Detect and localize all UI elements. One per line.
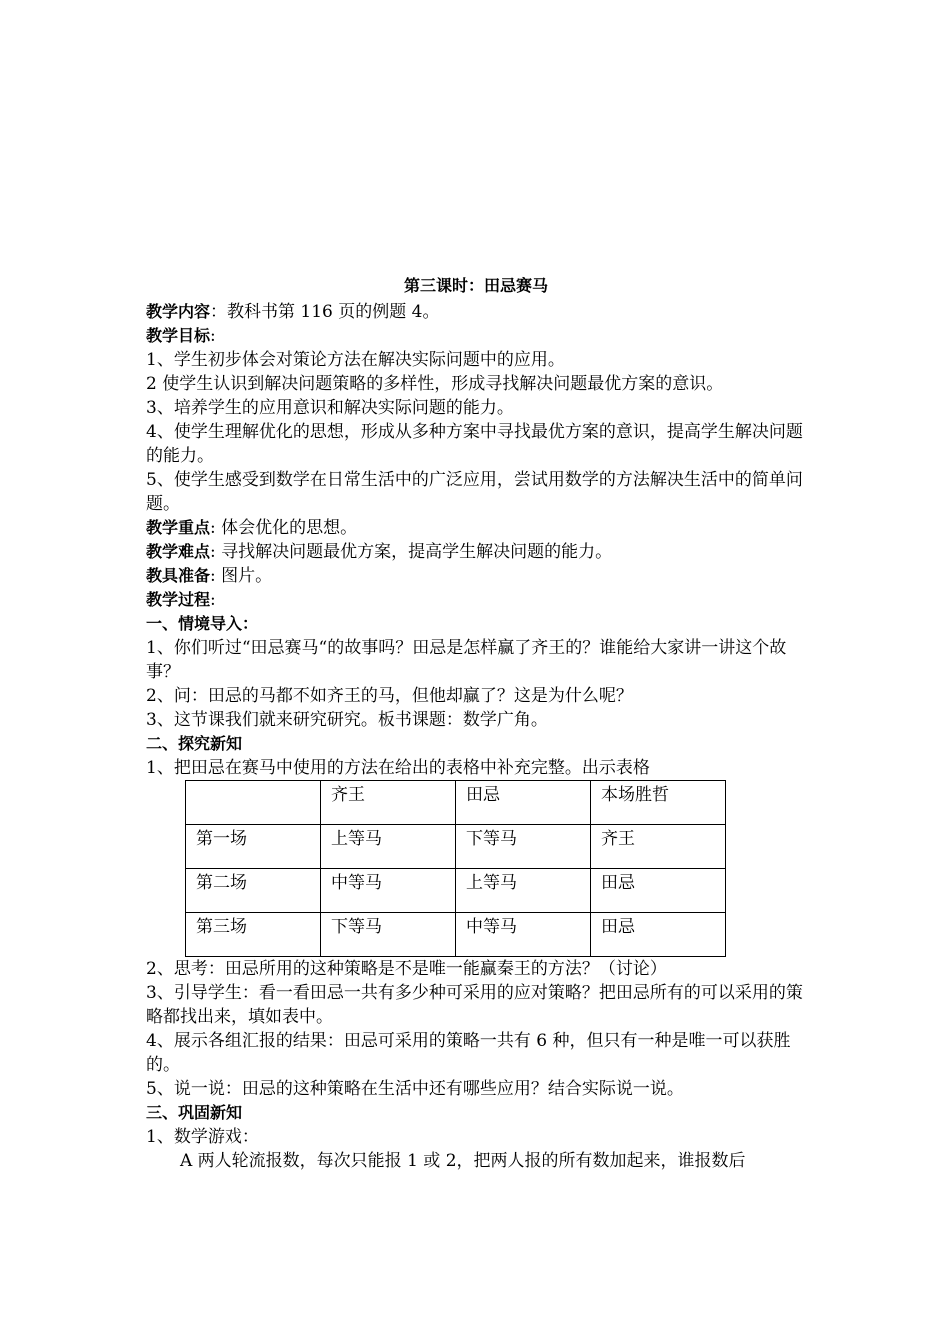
difficulty-text: 寻找解决问题最优方案，提高学生解决问题的能力。 (221, 542, 613, 562)
section3-item: 1、数学游戏： (146, 1127, 259, 1147)
section1-item: 1、你们听过“田忌赛马“的故事吗？田忌是怎样赢了齐王的？谁能给大家讲一讲这个故事？ (146, 638, 787, 682)
key-sep: : (210, 518, 222, 538)
tools-label: 教具准备 (146, 566, 211, 585)
content-line (146, 300, 806, 324)
section3-heading: 三、巩固新知 (146, 1103, 243, 1122)
goal-item: 4、使学生理解优化的思想，形成从多种方案中寻找最优方案的意识，提高学生解决问题的能力。 (146, 422, 803, 466)
difficulty-line (146, 540, 806, 564)
section2-item: 4、展示各组汇报的结果：田忌可采用的策略一共有 6 种，但只有一种是唯一可以获胜的。 (146, 1031, 791, 1075)
document-page (146, 270, 806, 1173)
table-cell: 下等马 (456, 825, 591, 869)
section2-intro: 1、把田忌在赛马中使用的方法在给出的表格中补充完整。出示表格 (146, 758, 650, 778)
process-label: 教学过程 (146, 590, 211, 609)
table-cell: 田忌 (591, 913, 726, 957)
goal-item: 1、学生初步体会对策论方法在解决实际问题中的应用。 (146, 350, 565, 370)
table-cell: 田忌 (591, 869, 726, 913)
table-header-cell (186, 781, 321, 825)
process-sep: : (210, 590, 216, 610)
goal-item: 3、培养学生的应用意识和解决实际问题的能力。 (146, 398, 514, 418)
horse-race-table (185, 780, 726, 957)
difficulty-sep: : (210, 542, 222, 562)
tools-text: 图片。 (221, 566, 273, 586)
table-cell: 上等马 (321, 825, 456, 869)
key-text: 体会优化的思想。 (221, 518, 358, 538)
process-line (146, 588, 806, 612)
section1-item: 3、这节课我们就来研究研究。板书课题：数学广角。 (146, 710, 548, 730)
goals-heading (146, 324, 806, 348)
table-header-row (186, 781, 726, 825)
goals-label: 教学目标 (146, 326, 211, 345)
content-text: 教科书第 116 页的例题 4。 (227, 302, 440, 322)
table-row (186, 825, 726, 869)
key-line (146, 516, 806, 540)
table-cell: 第三场 (186, 913, 321, 957)
difficulty-label: 教学难点 (146, 542, 211, 561)
table-cell: 上等马 (456, 869, 591, 913)
goal-item: 2 使学生认识到解决问题策略的多样性，形成寻找解决问题最优方案的意识。 (146, 374, 724, 394)
tools-line (146, 564, 806, 588)
table-cell: 中等马 (456, 913, 591, 957)
table-header-cell: 田忌 (456, 781, 591, 825)
content-label: 教学内容 (146, 302, 211, 321)
goals-sep: : (210, 326, 216, 346)
game-description: A 两人轮流报数，每次只能报 1 或 2，把两人报的所有数加起来，谁报数后 (180, 1151, 746, 1171)
table-row (186, 913, 726, 957)
table-cell: 第二场 (186, 869, 321, 913)
table-cell: 第一场 (186, 825, 321, 869)
section2-item: 5、说一说：田忌的这种策略在生活中还有哪些应用？结合实际说一说。 (146, 1079, 684, 1099)
section2-item: 3、引导学生：看一看田忌一共有多少种可采用的应对策略？把田忌所有的可以采用的策略都找出来，填如表中。 (146, 983, 803, 1027)
table-header-cell: 齐王 (321, 781, 456, 825)
section1-heading: 一、情境导入： (146, 614, 259, 633)
section2-heading: 二、探究新知 (146, 734, 243, 753)
goal-item: 5、使学生感受到数学在日常生活中的广泛应用，尝试用数学的方法解决生活中的简单问题。 (146, 470, 803, 514)
content-sep: ： (210, 302, 228, 322)
section1-item: 2、问：田忌的马都不如齐王的马，但他却赢了？这是为什么呢？ (146, 686, 633, 706)
section2-item: 2、思考：田忌所用的这种策略是不是唯一能赢秦王的方法？（讨论） (146, 959, 667, 979)
lesson-title: 第三课时：田忌赛马 (403, 276, 548, 295)
table-row (186, 869, 726, 913)
tools-sep: : (210, 566, 222, 586)
table-cell: 下等马 (321, 913, 456, 957)
table-cell: 齐王 (591, 825, 726, 869)
key-label: 教学重点 (146, 518, 211, 537)
table-cell: 中等马 (321, 869, 456, 913)
table-header-cell: 本场胜哲 (591, 781, 726, 825)
